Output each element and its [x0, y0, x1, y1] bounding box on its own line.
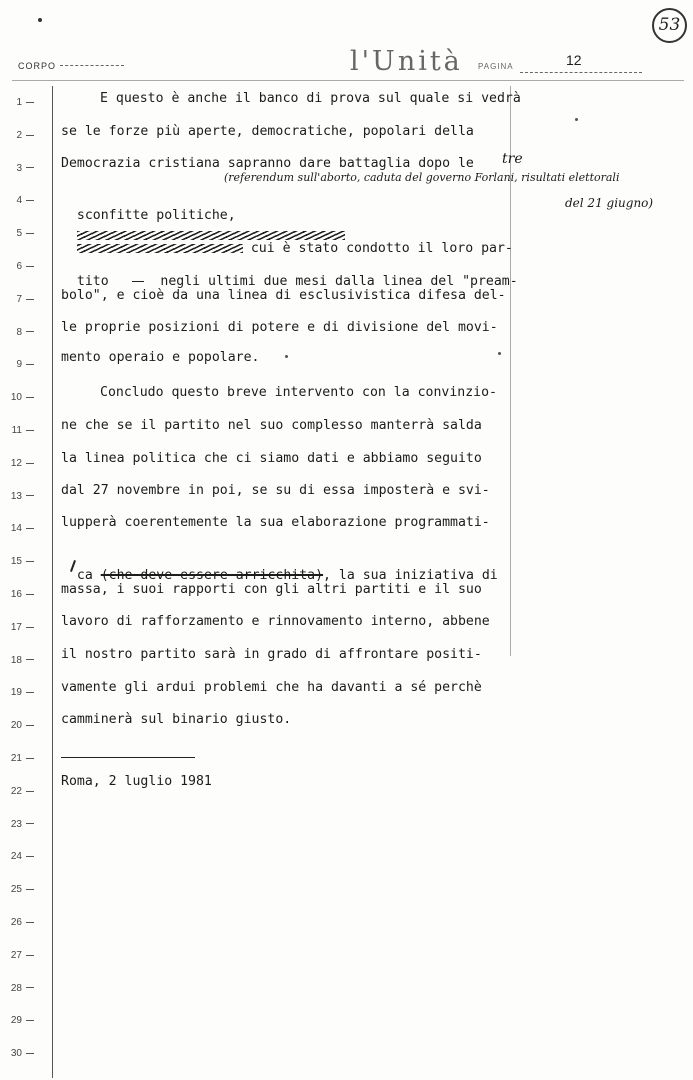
line-number-text: 29: [10, 1015, 22, 1027]
line-number-text: 7: [16, 293, 22, 305]
line-number-text: 25: [10, 884, 22, 896]
line-number: [0, 752, 44, 766]
line-number-tick: [26, 200, 34, 201]
text-line-6-end: negli ultimi due mesi dalla linea del "pream-: [160, 274, 518, 289]
line-number-tick: [26, 233, 34, 234]
line-number-text: 9: [16, 359, 22, 371]
text-line-6: [61, 252, 518, 289]
line-number-text: 6: [16, 261, 22, 272]
line-number: [0, 982, 44, 996]
line-number-tick: [26, 495, 34, 496]
line-number-tick: [26, 167, 34, 168]
line-number-tick: [26, 725, 34, 726]
text-line-4: [61, 186, 345, 223]
text-line-11: ne che se il partito nel suo complesso manterrà salda: [61, 418, 482, 433]
line-number-text: 28: [10, 982, 22, 994]
line-number: [0, 424, 44, 438]
line-number-text: 8: [16, 326, 22, 338]
stray-mark: [498, 352, 501, 355]
dateline: Roma, 2 luglio 1981: [61, 774, 212, 789]
line-number: [0, 621, 44, 635]
line-number: [0, 227, 44, 241]
line-number-tick: [26, 266, 34, 267]
line-number-text: 4: [16, 195, 22, 207]
line-number: [0, 490, 44, 504]
text-line-2: se le forze più aperte, democratiche, popolari della: [61, 124, 474, 139]
line-number: [0, 457, 44, 471]
text-line-15-end: , la sua iniziativa di: [323, 568, 498, 583]
masthead: l'Unità: [350, 46, 463, 77]
text-line-13: dal 27 novembre in poi, se su di essa imposterà e svi-: [61, 483, 490, 498]
pagina-dotted-line: [520, 72, 642, 73]
line-number-text: 12: [10, 457, 22, 469]
text-line-10: Concludo questo breve intervento con la convinzio-: [100, 385, 497, 400]
text-line-20: camminerà sul binario giusto.: [61, 712, 292, 727]
line-number-text: 30: [10, 1048, 22, 1060]
handwritten-tre: tre: [502, 151, 523, 167]
line-number-text: 27: [10, 949, 22, 961]
handwritten-insertion-end: del 21 giugno): [565, 196, 654, 210]
line-number-tick: [26, 102, 34, 103]
line-number: [0, 719, 44, 733]
line-number-tick: [26, 299, 34, 300]
line-number-tick: [26, 430, 34, 431]
line-number-text: 19: [10, 687, 22, 699]
stray-mark: [575, 118, 578, 121]
line-number-text: 24: [10, 851, 22, 863]
text-line-8: le proprie posizioni di potere e di divisione del movi-: [61, 320, 498, 335]
line-number: [0, 686, 44, 700]
text-line-17: lavoro di rafforzamento e rinnovamento interno, abbene: [61, 614, 490, 629]
line-number-text: 5: [16, 228, 22, 240]
line-number: [0, 391, 44, 405]
line-number: [0, 1047, 44, 1061]
line-number-text: 26: [10, 917, 22, 928]
text-line-15-start: ca: [76, 568, 93, 583]
line-number: [0, 785, 44, 799]
line-number-tick: [26, 528, 34, 529]
line-number-tick: [26, 594, 34, 595]
corpo-label: CORPO: [18, 61, 57, 71]
line-number: [0, 326, 44, 340]
line-number-text: 16: [10, 589, 22, 600]
line-number-tick: [26, 463, 34, 464]
line-number-text: 13: [10, 490, 22, 502]
line-number-tick: [26, 889, 34, 890]
line-number-tick: [26, 561, 34, 562]
line-number-tick: [26, 856, 34, 857]
line-number: [0, 358, 44, 372]
line-number-text: 22: [10, 785, 22, 797]
text-line-5-text: cui è stato condotto il loro par-: [250, 241, 513, 256]
left-margin-rule: [52, 86, 53, 1078]
handwritten-insertion: (referendum sull'aborto, caduta del governo Forlani, risultati elettorali: [224, 171, 620, 184]
line-number: [0, 1014, 44, 1028]
line-number-text: 11: [11, 425, 22, 436]
line-number: [0, 588, 44, 602]
line-number-tick: [26, 331, 34, 332]
line-number-text: 1: [16, 97, 22, 108]
text-line-6-start: tito: [76, 274, 109, 289]
line-number-text: 2: [16, 129, 22, 141]
line-number: [0, 555, 44, 569]
line-number: [0, 916, 44, 930]
line-number-tick: [26, 955, 34, 956]
line-number: [0, 818, 44, 832]
line-number-tick: [26, 791, 34, 792]
circled-page-number: 53: [652, 8, 687, 43]
text-line-5: [61, 219, 513, 256]
line-number-tick: [26, 922, 34, 923]
page-number: 12: [566, 52, 582, 68]
text-line-18: il nostro partito sarà in grado di affrontare positi-: [61, 647, 482, 662]
text-line-4-text: sconfitte politiche,: [76, 208, 236, 223]
line-number-tick: [26, 823, 34, 824]
line-number-tick: [26, 987, 34, 988]
line-number-tick: [26, 135, 34, 136]
line-number-text: 18: [10, 654, 22, 666]
line-number: [0, 162, 44, 176]
line-number-text: 23: [10, 818, 22, 830]
line-number-text: 14: [10, 523, 22, 535]
dash-mark: [132, 281, 144, 282]
line-number-text: 17: [10, 621, 22, 633]
text-line-7: bolo", e cioè da una linea di esclusivistica difesa del-: [61, 288, 506, 303]
line-number-text: 10: [10, 392, 22, 404]
text-line-16: massa, i suoi rapporti con gli altri partiti e il suo: [61, 582, 482, 597]
signature-rule: [61, 757, 195, 758]
line-number-tick: [26, 692, 34, 693]
text-line-3: Democrazia cristiana sapranno dare battaglia dopo le: [61, 156, 474, 171]
line-number: [0, 260, 44, 274]
line-number-tick: [26, 627, 34, 628]
line-number-text: 20: [10, 720, 22, 732]
corpo-dotted-line: [60, 65, 124, 66]
text-line-19: vamente gli ardui problemi che ha davanti a sé perchè: [61, 680, 482, 695]
struck-out-phrase: (che deve essere arricchita): [100, 568, 324, 583]
line-number: [0, 654, 44, 668]
text-line-14: lupperà coerentemente la sua elaborazione programmati-: [61, 515, 490, 530]
stray-mark: [285, 355, 288, 358]
pagina-label: PAGINA: [478, 62, 514, 71]
corner-dot: [38, 18, 42, 22]
line-number-tick: [26, 397, 34, 398]
line-number-tick: [26, 1053, 34, 1054]
line-number-text: 21: [10, 753, 22, 764]
line-number-tick: [26, 758, 34, 759]
line-number-text: 15: [10, 556, 22, 568]
text-line-12: la linea politica che ci siamo dati e abbiamo seguito: [61, 451, 482, 466]
text-line-15: [61, 546, 498, 583]
line-number-tick: [26, 364, 34, 365]
line-number-tick: [26, 1020, 34, 1021]
line-number: [0, 96, 44, 110]
line-number: [0, 129, 44, 143]
line-number: [0, 883, 44, 897]
line-number-text: 3: [16, 162, 22, 174]
line-number: [0, 522, 44, 536]
line-number: [0, 194, 44, 208]
text-line-1: E questo è anche il banco di prova sul quale si vedrà: [100, 91, 521, 106]
line-number: [0, 949, 44, 963]
text-line-9: mento operaio e popolare.: [61, 350, 260, 365]
line-number: [0, 293, 44, 307]
line-number-tick: [26, 659, 34, 660]
line-number: [0, 850, 44, 864]
header-rule: [12, 80, 684, 81]
